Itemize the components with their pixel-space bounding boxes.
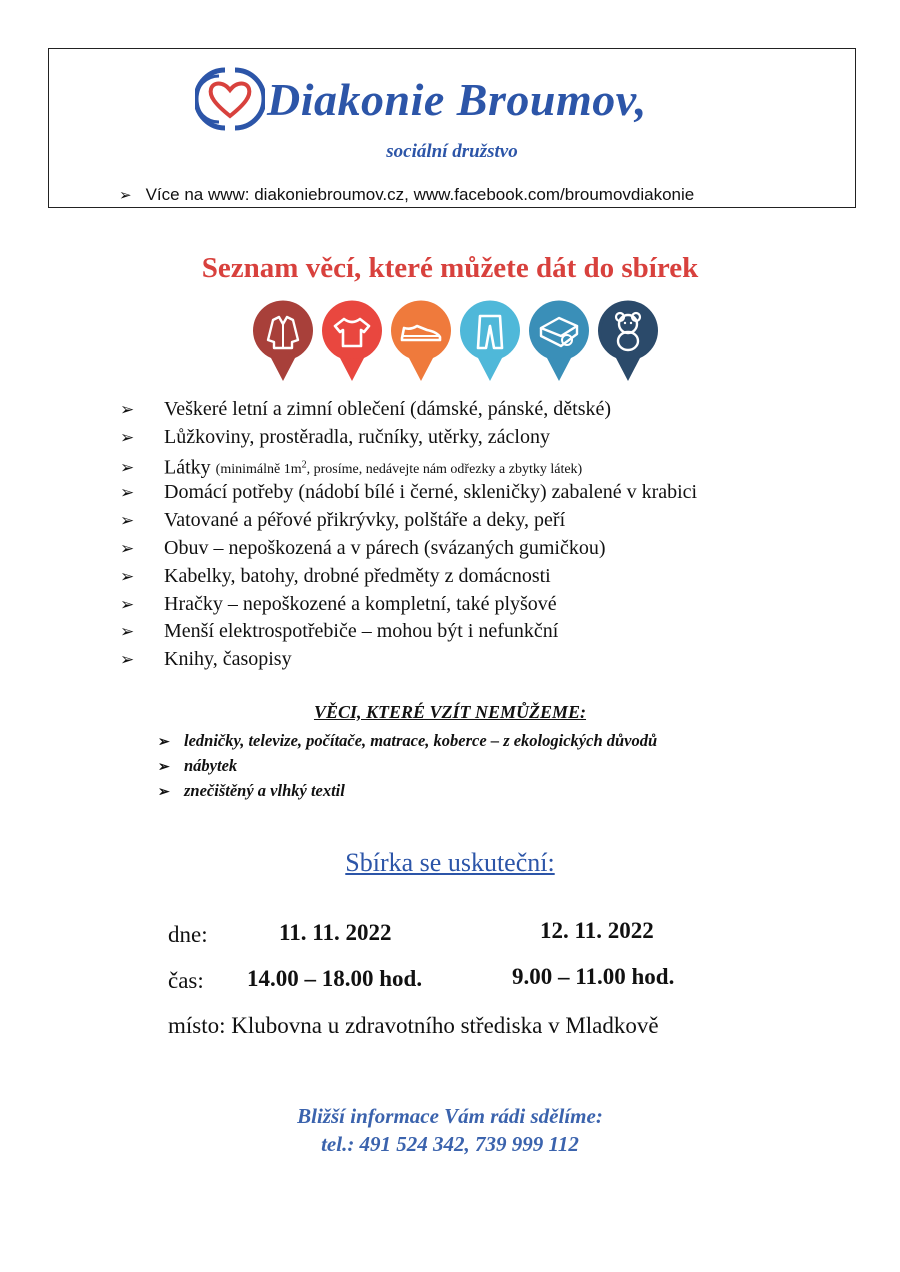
info-line: Bližší informace Vám rádi sdělíme:: [297, 1104, 603, 1128]
brand-name: Diakonie Broumov,: [267, 73, 647, 125]
jacket-icon: [251, 300, 315, 382]
not-accepted-list: [158, 728, 657, 803]
arrow-bullet-icon: ➢: [120, 400, 135, 419]
list-item: ➢ Hračky – nepoškozené a kompletní, také plyšové: [120, 591, 697, 619]
header-box: [48, 48, 856, 208]
date-2: 12. 11. 2022: [540, 918, 654, 943]
website-text[interactable]: Více na www: diakoniebroumov.cz, www.facebook.com/broumovdiakonie: [145, 185, 695, 204]
list-item: ➢ Domácí potřeby (nádobí bílé i černé, skleničky) zabalené v krabici: [120, 479, 697, 507]
website-line: [119, 185, 694, 205]
list-item: ➢ ledničky, televize, počítače, matrace, koberce – z ekologických důvodů: [158, 728, 657, 753]
list-item: ➢ Látky (minimálně $1m^2$, prosíme, nedávejte nám odřezky a zbytky látek): [120, 452, 697, 480]
arrow-bullet-icon: ➢: [158, 785, 170, 800]
time-2: 9.00 – 11.00 hod.: [512, 964, 675, 989]
heart-logo-icon: [195, 64, 265, 134]
arrow-bullet-icon: ➢: [120, 511, 135, 531]
list-item: ➢ znečištěný a vlhký textil: [158, 778, 657, 803]
arrow-bullet-icon: ➢: [158, 760, 170, 775]
not-accepted-title: VĚCI, KTERÉ VZÍT NEMŮŽEME:: [313, 702, 587, 722]
logo: [195, 59, 647, 139]
list-title: Seznam věcí, které můžete dát do sbírek: [201, 252, 699, 284]
time-label: čas:: [168, 968, 204, 993]
arrow-bullet-icon: ➢: [120, 622, 135, 642]
list-item: ➢ Kabelky, batohy, drobné předměty z domácnosti: [120, 563, 697, 591]
trousers-icon: [458, 300, 522, 382]
arrow-bullet-icon: ➢: [120, 458, 135, 478]
arrow-bullet-icon: ➢: [120, 594, 135, 614]
arrow-bullet-icon: ➢: [119, 187, 132, 204]
arrow-bullet-icon: ➢: [120, 427, 135, 447]
list-item: ➢ Vatované a péřové přikrývky, polštáře a deky, peří: [120, 507, 697, 535]
category-icons: [251, 300, 661, 382]
list-item: ➢ Obuv – nepoškozená a v párech (svázaných gumičkou): [120, 535, 697, 563]
list-item: ➢ Veškeré letní a zimní oblečení (dámské, pánské, dětské): [120, 396, 697, 424]
arrow-bullet-icon: ➢: [120, 650, 135, 670]
shoe-icon: [389, 300, 453, 382]
phone-line[interactable]: tel.: 491 524 342, 739 999 112: [321, 1132, 579, 1156]
date-1: 11. 11. 2022: [279, 920, 392, 945]
list-item: ➢ Knihy, časopisy: [120, 646, 697, 674]
fabric-note: (minimálně $1m^2$, prosíme, nedávejte nám odřezky a zbytky látek): [215, 459, 583, 478]
donation-list: [120, 396, 697, 674]
brand-subtitle: sociální družstvo: [386, 141, 518, 162]
tshirt-icon: [320, 300, 384, 382]
arrow-bullet-icon: ➢: [120, 538, 135, 558]
collection-title: Sbírka se uskuteční:: [345, 848, 555, 877]
time-1: 14.00 – 18.00 hod.: [247, 966, 423, 991]
fabric-roll-icon: [527, 300, 591, 382]
arrow-bullet-icon: ➢: [120, 483, 135, 503]
date-label: dne:: [168, 922, 208, 947]
arrow-bullet-icon: ➢: [120, 566, 135, 586]
arrow-bullet-icon: ➢: [158, 735, 170, 750]
list-item: ➢ Menší elektrospotřebiče – mohou být i nefunkční: [120, 618, 697, 646]
list-item: ➢ Lůžkoviny, prostěradla, ručníky, utěrky, záclony: [120, 424, 697, 452]
teddy-bear-icon: [596, 300, 660, 382]
list-item: ➢ nábytek: [158, 753, 657, 778]
place: místo: Klubovna u zdravotního střediska v Mladkově: [168, 1013, 659, 1038]
